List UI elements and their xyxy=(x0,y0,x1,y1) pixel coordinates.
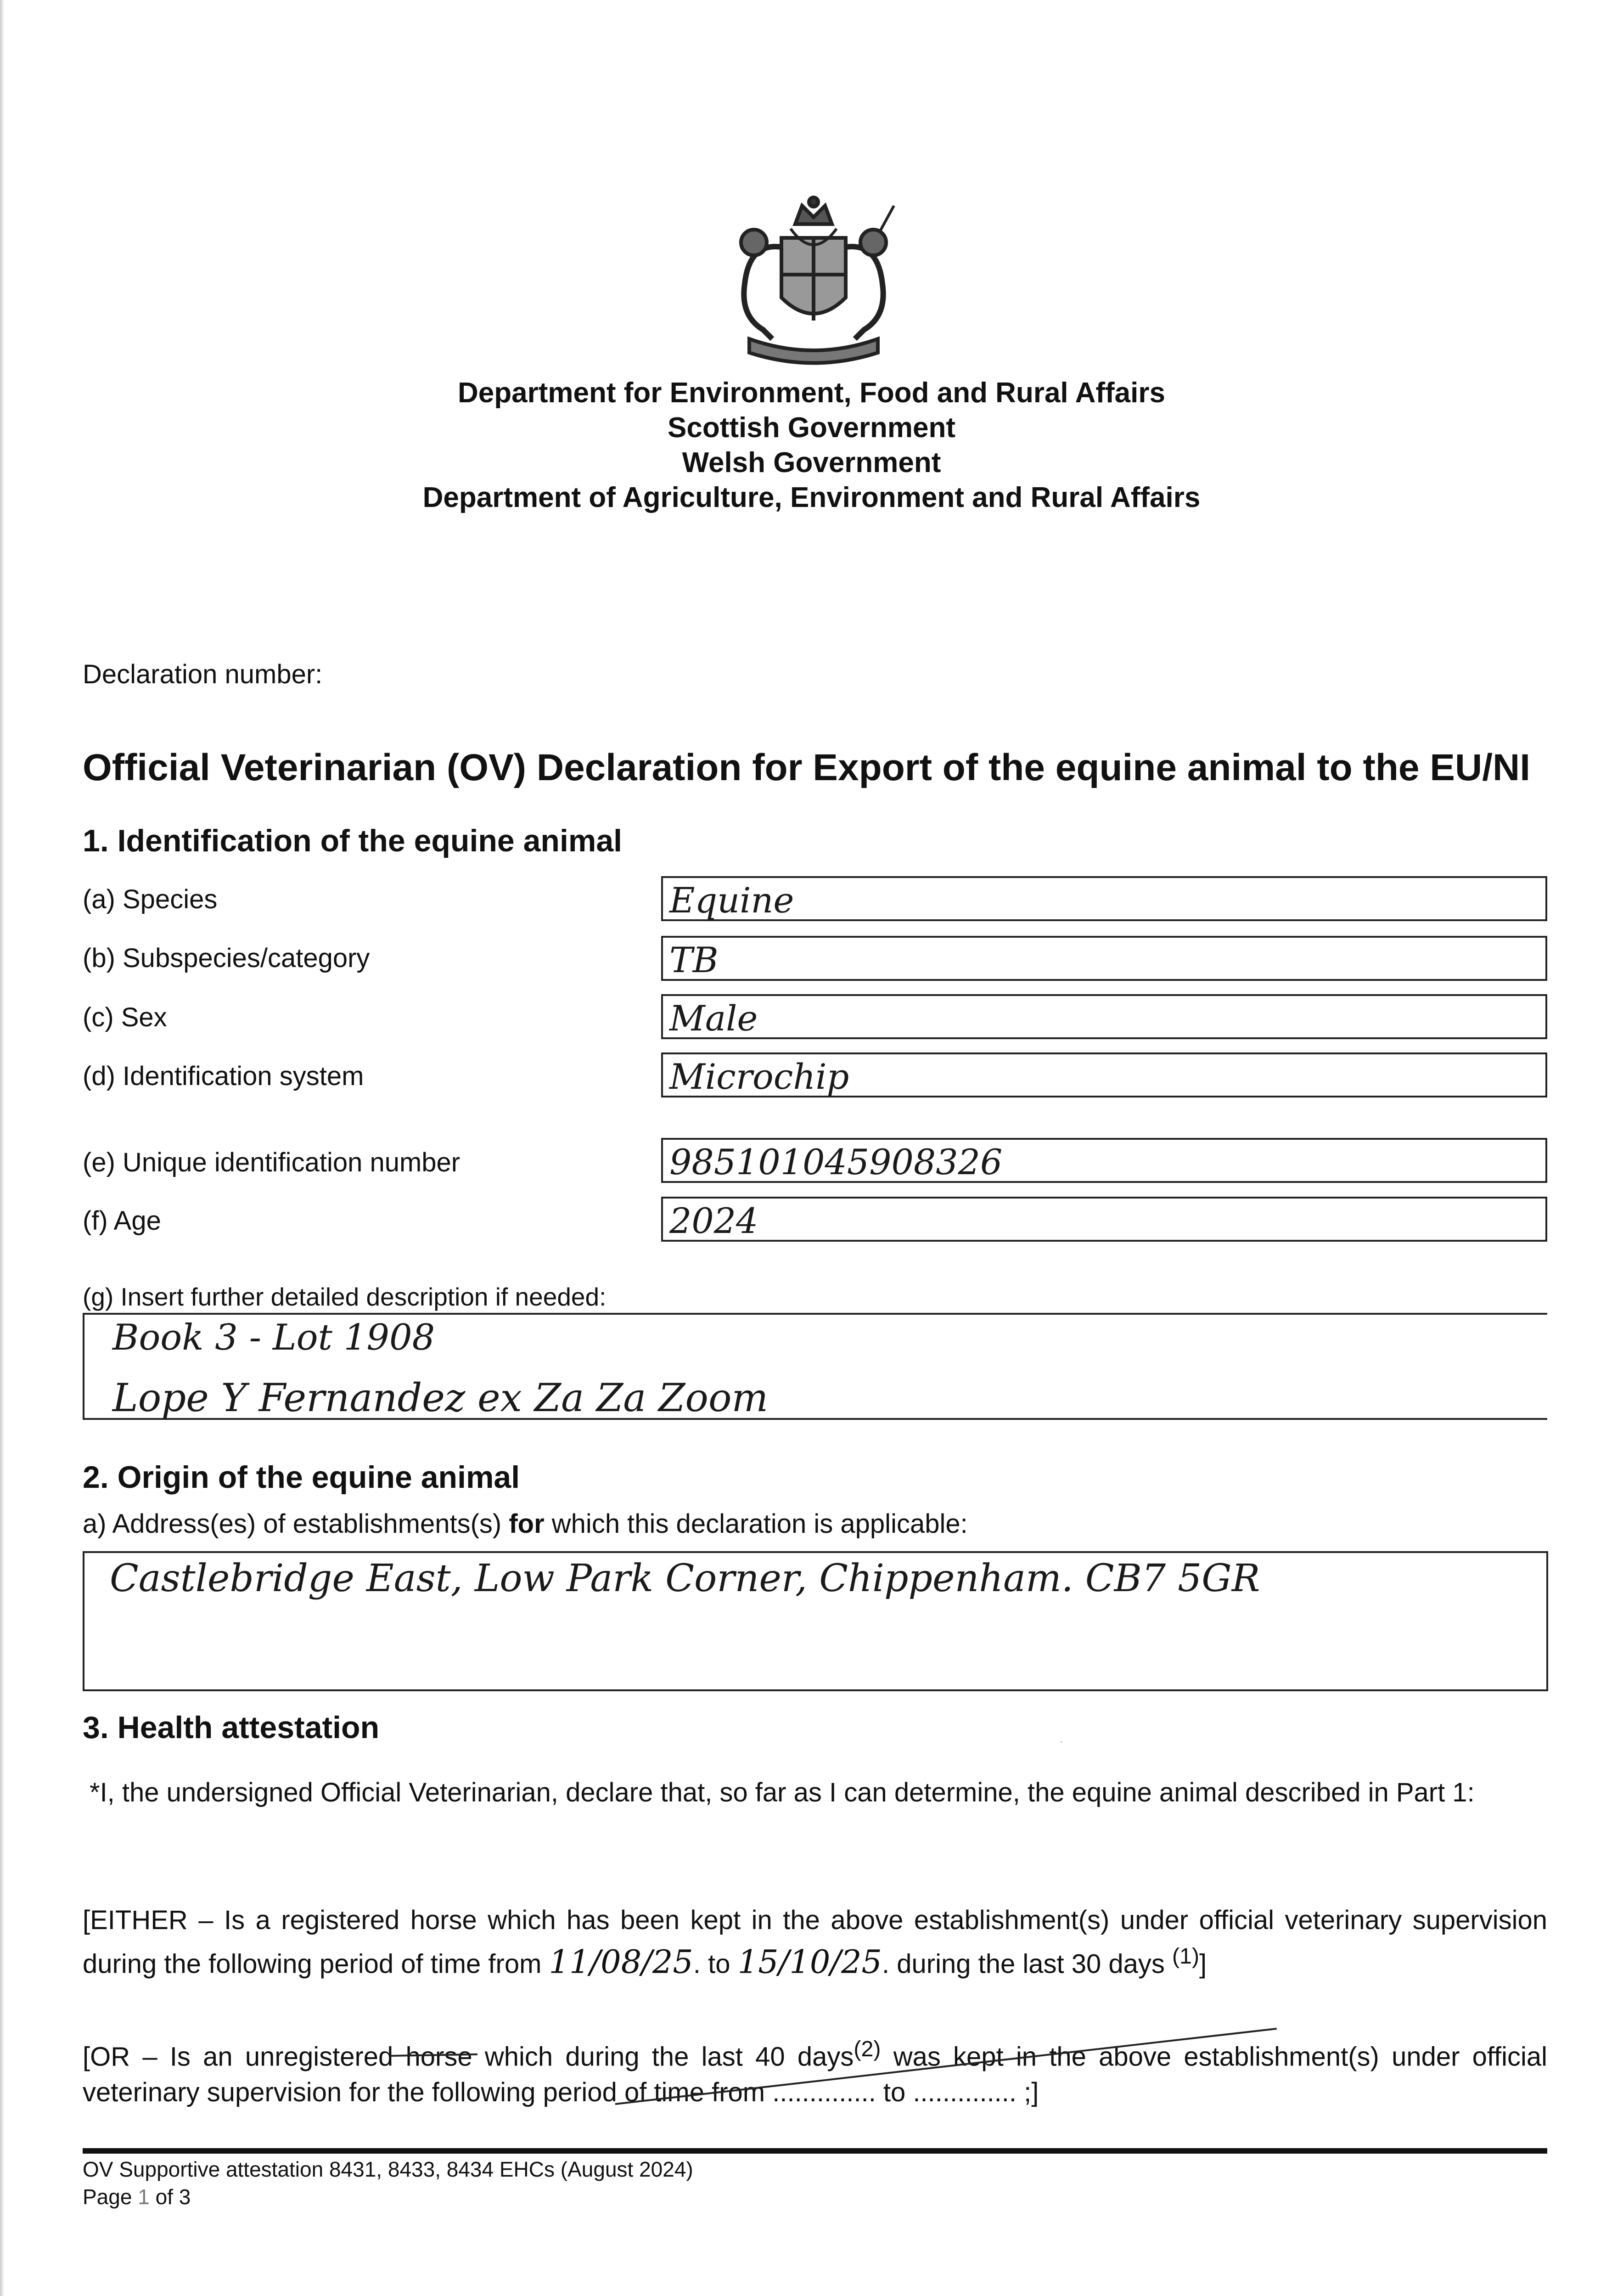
description-left-border xyxy=(83,1313,84,1420)
unique-id-value: 985101045908326 xyxy=(669,1142,1003,1182)
description-top-border xyxy=(83,1313,1547,1315)
unique-id-label: (e) Unique identification number xyxy=(83,1148,461,1177)
authority-line: Scottish Government xyxy=(668,412,955,444)
attestation-intro: *I, the undersigned Official Veterinarian, declare that, so far as I can determine, the equine animal described in Part 1: xyxy=(90,1778,1475,1807)
royal-coat-of-arms-icon xyxy=(722,192,905,371)
authority-line: Welsh Government xyxy=(682,447,941,478)
issuing-authorities xyxy=(0,376,1623,515)
authority-line: Department for Environment, Food and Rural Affairs xyxy=(458,377,1165,409)
address-field[interactable] xyxy=(83,1551,1548,1691)
identification-system-field[interactable] xyxy=(661,1052,1547,1097)
species-field[interactable] xyxy=(661,876,1547,921)
page-indicator: Page 1 of 3 xyxy=(83,2185,191,2209)
footer xyxy=(83,2155,693,2211)
address-value: Castlebridge East, Low Park Corner, Chippenham. CB7 5GR xyxy=(110,1557,1260,1600)
footer-rule xyxy=(83,2148,1547,2154)
scan-edge xyxy=(0,0,5,2296)
either-from-date[interactable]: 11/08/25 xyxy=(549,1943,693,1981)
document-title: Official Veterinarian (OV) Declaration for Export of the equine animal to the EU/NI xyxy=(83,747,1530,788)
section-2-heading: 2. Origin of the equine animal xyxy=(83,1460,520,1495)
description-label: (g) Insert further detailed description if needed: xyxy=(83,1283,607,1311)
age-field[interactable] xyxy=(661,1197,1547,1242)
description-line-2[interactable]: Lope Y Fernandez ex Za Za Zoom xyxy=(112,1375,769,1420)
scan-speck xyxy=(1061,1741,1062,1743)
sex-field[interactable] xyxy=(661,994,1547,1039)
either-to-date[interactable]: 15/10/25 xyxy=(737,1943,882,1981)
subspecies-value: TB xyxy=(669,940,719,980)
species-label: (a) Species xyxy=(83,884,218,914)
age-label: (f) Age xyxy=(83,1206,161,1236)
description-line-1[interactable]: Book 3 - Lot 1908 xyxy=(112,1317,435,1358)
sex-label: (c) Sex xyxy=(83,1002,167,1032)
sex-value: Male xyxy=(669,998,758,1039)
identification-system-label: (d) Identification system xyxy=(83,1061,364,1091)
section-3-heading: 3. Health attestation xyxy=(83,1710,380,1745)
age-value: 2024 xyxy=(669,1200,758,1241)
declaration-number-label: Declaration number: xyxy=(83,659,323,689)
subspecies-label: (b) Subspecies/category xyxy=(83,943,370,973)
footer-attestation: OV Supportive attestation 8431, 8433, 8434 EHCs (August 2024) xyxy=(83,2157,693,2181)
subspecies-field[interactable] xyxy=(661,936,1547,981)
authority-line: Department of Agriculture, Environment and Rural Affairs xyxy=(422,482,1201,513)
or-clause: [OR – Is an unregistered horse which during the last 40 days$^{(2)}$ was kept in the above establishment(s) under official veterinary supervision for the following period of time from .............. to .............. ;] xyxy=(83,2037,1547,2108)
species-value: Equine xyxy=(669,880,794,921)
section-1-heading: 1. Identification of the equine animal xyxy=(83,823,623,858)
unique-id-field[interactable] xyxy=(661,1138,1547,1183)
address-label: a) Address(es) of establishments(s) for which this declaration is applicable: xyxy=(83,1509,968,1539)
identification-system-value: Microchip xyxy=(669,1056,849,1097)
either-clause: [EITHER – Is a registered horse which has been kept in the above establishment(s) under official veterinary supervision during the following period of time from 11/08/25. to 15/10/25. during the last 30 days $^{(1)}$] xyxy=(83,1905,1547,1981)
